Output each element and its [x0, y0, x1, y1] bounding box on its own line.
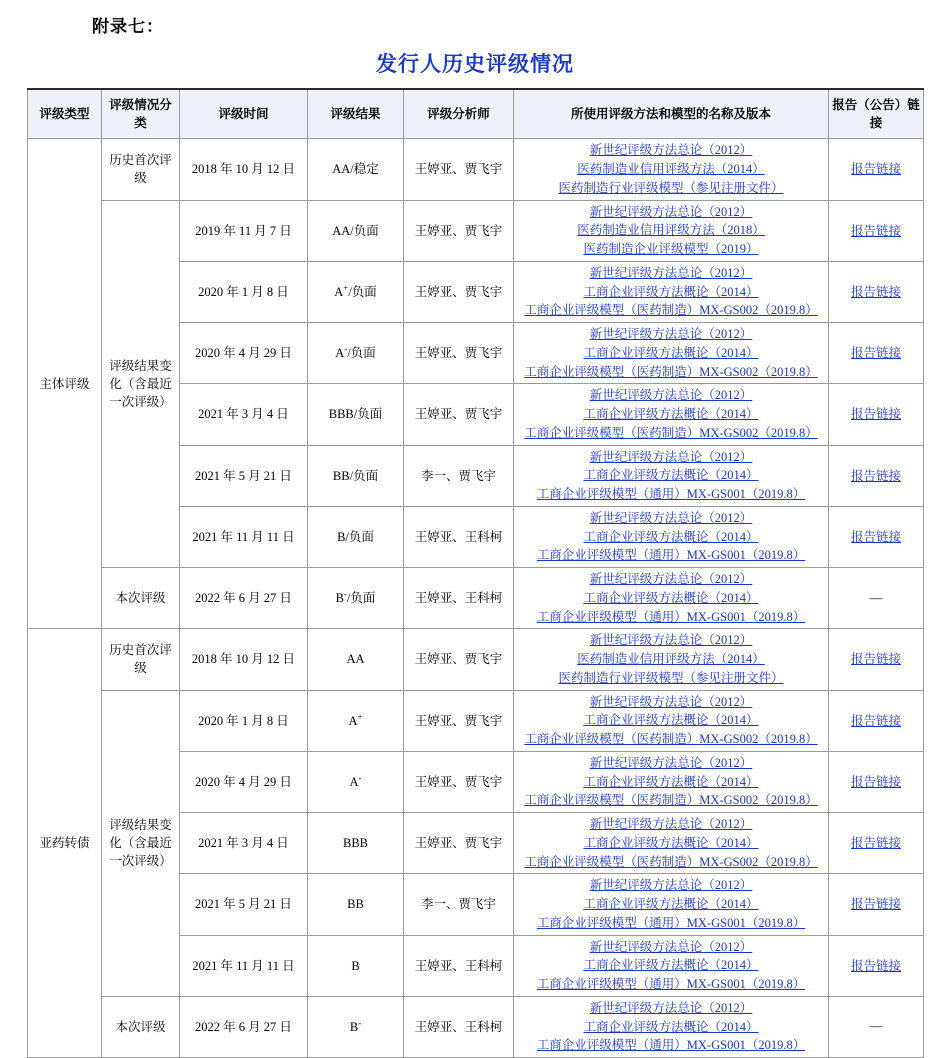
report-link-cell[interactable]	[829, 874, 924, 935]
table-row	[28, 200, 924, 261]
method-link[interactable]: 医药制造业信用评级方法（2018）	[577, 223, 765, 238]
method-link[interactable]: 新世纪评级方法总论（2012）	[589, 878, 753, 893]
report-link[interactable]: 报告链接	[850, 836, 901, 851]
rating-date-cell: 2021 年 11 月 11 日	[180, 935, 308, 996]
rating-result-cell: B-/负面	[308, 568, 404, 629]
rating-date-cell: 2020 年 4 月 29 日	[180, 751, 308, 812]
report-link-cell[interactable]	[829, 384, 924, 445]
rating-methods-cell	[514, 261, 829, 322]
rating-type-cell: 主体评级	[28, 139, 102, 629]
rating-methods-cell	[514, 200, 829, 261]
rating-methods-cell	[514, 813, 829, 874]
method-link[interactable]: 工商企业评级模型（通用）MX-GS001（2019.8）	[536, 487, 806, 501]
rating-analyst-cell: 王婷亚、贾飞宇	[404, 200, 514, 261]
method-link[interactable]: 医药制造行业评级模型（参见注册文件）	[558, 670, 784, 685]
table-row	[28, 996, 924, 1057]
table-body	[28, 139, 924, 1058]
rating-modifier: -	[358, 773, 362, 784]
report-link[interactable]: 报告链接	[850, 346, 901, 361]
method-link[interactable]: 医药制造业信用评级方法（2014）	[577, 652, 765, 666]
table-row	[28, 568, 924, 629]
method-link[interactable]: 新世纪评级方法总论（2012）	[589, 449, 753, 464]
method-link[interactable]: 新世纪评级方法总论（2012）	[589, 510, 753, 525]
rating-date-cell: 2021 年 3 月 4 日	[180, 813, 308, 874]
method-link[interactable]: 医药制造企业评级模型（2019）	[583, 242, 759, 256]
method-link[interactable]: 工商企业评级方法概论（2014）	[583, 468, 759, 483]
rating-result-cell: B	[308, 935, 404, 996]
column-header-type: 评级类型	[28, 89, 102, 139]
method-link[interactable]: 工商企业评级方法概论（2014）	[583, 284, 759, 299]
rating-result-cell: A+/负面	[308, 261, 404, 322]
method-link[interactable]: 新世纪评级方法总论（2012）	[589, 694, 753, 709]
rating-methods-cell	[514, 629, 829, 690]
rating-date-cell: 2020 年 1 月 8 日	[180, 690, 308, 751]
method-link[interactable]: 工商企业评级方法概论（2014）	[583, 1019, 759, 1034]
method-link[interactable]: 工商企业评级模型（医药制造）MX-GS002（2019.8）	[524, 732, 818, 746]
rating-date-cell: 2020 年 4 月 29 日	[180, 323, 308, 384]
rating-methods-cell	[514, 690, 829, 751]
method-link[interactable]: 新世纪评级方法总论（2012）	[589, 143, 753, 158]
rating-result-cell: BBB/负面	[308, 384, 404, 445]
column-header-date: 评级时间	[180, 89, 308, 139]
rating-modifier: +	[343, 283, 349, 294]
rating-methods-cell	[514, 384, 829, 445]
method-link[interactable]: 工商企业评级方法概论（2014）	[583, 407, 759, 421]
column-header-subtype: 评级情况分类	[102, 89, 180, 139]
method-link[interactable]: 工商企业评级模型（通用）MX-GS001（2019.8）	[536, 977, 806, 991]
method-link[interactable]: 新世纪评级方法总论（2012）	[589, 327, 753, 341]
rating-analyst-cell: 王婷亚、贾飞宇	[404, 690, 514, 751]
rating-result-cell: AA/负面	[308, 200, 404, 261]
method-link[interactable]: 工商企业评级方法概论（2014）	[583, 529, 759, 544]
table-header-row	[28, 89, 924, 139]
method-link[interactable]: 新世纪评级方法总论（2012）	[589, 204, 753, 219]
table-row	[28, 629, 924, 690]
rating-date-cell: 2021 年 3 月 4 日	[180, 384, 308, 445]
table-row	[28, 139, 924, 200]
rating-date-cell: 2021 年 5 月 21 日	[180, 874, 308, 935]
report-link-cell[interactable]	[829, 690, 924, 751]
rating-subtype-cell: 历史首次评级	[102, 629, 180, 690]
rating-date-cell: 2020 年 1 月 8 日	[180, 261, 308, 322]
report-link-cell[interactable]	[829, 200, 924, 261]
method-link[interactable]: 医药制造行业评级模型（参见注册文件）	[558, 180, 784, 195]
method-link[interactable]: 新世纪评级方法总论（2012）	[589, 817, 753, 831]
rating-analyst-cell: 王婷亚、贾飞宇	[404, 139, 514, 200]
rating-subtype-cell: 评级结果变化（含最近一次评级）	[102, 200, 180, 568]
method-link[interactable]: 工商企业评级模型（医药制造）MX-GS002（2019.8）	[524, 425, 818, 440]
rating-methods-cell	[514, 139, 829, 200]
rating-methods-cell	[514, 935, 829, 996]
method-link[interactable]: 工商企业评级模型（医药制造）MX-GS002（2019.8）	[524, 793, 818, 808]
rating-result-cell: BBB	[308, 813, 404, 874]
method-link[interactable]: 新世纪评级方法总论（2012）	[589, 388, 753, 403]
method-link[interactable]: 医药制造业信用评级方法（2014）	[577, 162, 765, 176]
rating-analyst-cell: 李一、贾飞宇	[404, 445, 514, 506]
column-header-analyst: 评级分析师	[404, 89, 514, 139]
column-header-methods: 所使用评级方法和模型的名称及版本	[514, 89, 829, 139]
method-link[interactable]: 工商企业评级方法概论（2014）	[583, 958, 759, 973]
rating-date-cell: 2022 年 6 月 27 日	[180, 568, 308, 629]
report-link[interactable]: 报告链接	[850, 468, 901, 483]
rating-analyst-cell: 王婷亚、贾飞宇	[404, 751, 514, 812]
method-link[interactable]: 工商企业评级模型（医药制造）MX-GS002（2019.8）	[524, 364, 818, 379]
rating-methods-cell	[514, 874, 829, 935]
rating-analyst-cell: 王婷亚、王科柯	[404, 996, 514, 1057]
rating-subtype-cell: 本次评级	[102, 568, 180, 629]
report-link[interactable]: 报告链接	[850, 162, 901, 177]
rating-result-cell: B-	[308, 996, 404, 1057]
rating-modifier: -	[343, 589, 347, 600]
rating-subtype-cell: 本次评级	[102, 996, 180, 1057]
method-link[interactable]: 工商企业评级方法概论（2014）	[583, 345, 759, 360]
column-header-result: 评级结果	[308, 89, 404, 139]
rating-result-cell: B/负面	[308, 506, 404, 567]
rating-result-cell: A-/负面	[308, 323, 404, 384]
report-link-cell	[829, 568, 924, 629]
report-link[interactable]: 报告链接	[850, 713, 901, 728]
rating-result-cell: A-	[308, 751, 404, 812]
rating-analyst-cell: 王婷亚、王科柯	[404, 506, 514, 567]
rating-result-cell: BB/负面	[308, 445, 404, 506]
rating-date-cell: 2018 年 10 月 12 日	[180, 139, 308, 200]
method-link[interactable]: 工商企业评级模型（医药制造）MX-GS002（2019.8）	[524, 854, 818, 869]
report-link[interactable]: 报告链接	[850, 652, 901, 667]
no-link-placeholder: —	[869, 1018, 883, 1034]
rating-modifier: -	[344, 344, 348, 355]
method-link[interactable]: 工商企业评级方法概论（2014）	[583, 835, 759, 850]
report-link[interactable]: 报告链接	[850, 223, 901, 238]
method-link[interactable]: 工商企业评级模型（通用）MX-GS001（2019.8）	[536, 609, 806, 624]
report-link[interactable]: 报告链接	[850, 774, 901, 789]
rating-date-cell: 2019 年 11 月 7 日	[180, 200, 308, 261]
rating-analyst-cell: 李一、贾飞宇	[404, 874, 514, 935]
rating-analyst-cell: 王婷亚、贾飞宇	[404, 261, 514, 322]
report-link-cell[interactable]	[829, 935, 924, 996]
rating-methods-cell	[514, 323, 829, 384]
rating-analyst-cell: 王婷亚、王科柯	[404, 935, 514, 996]
report-link-cell[interactable]	[829, 139, 924, 200]
rating-analyst-cell: 王婷亚、贾飞宇	[404, 323, 514, 384]
report-link-cell[interactable]	[829, 813, 924, 874]
no-link-placeholder: —	[869, 589, 883, 605]
table-header	[28, 89, 924, 139]
rating-methods-cell	[514, 568, 829, 629]
rating-date-cell: 2022 年 6 月 27 日	[180, 996, 308, 1057]
report-link-cell[interactable]	[829, 629, 924, 690]
report-link[interactable]: 报告链接	[850, 284, 901, 299]
report-link-cell[interactable]	[829, 751, 924, 812]
method-link[interactable]: 工商企业评级模型（通用）MX-GS001（2019.8）	[536, 915, 806, 930]
rating-analyst-cell: 王婷亚、贾飞宇	[404, 629, 514, 690]
rating-methods-cell	[514, 506, 829, 567]
table-row	[28, 690, 924, 751]
report-link[interactable]: 报告链接	[850, 407, 901, 422]
appendix-label: 附录七：	[92, 17, 164, 36]
page-title: 发行人历史评级情况	[376, 53, 574, 76]
rating-date-cell: 2021 年 11 月 11 日	[180, 506, 308, 567]
rating-result-cell: A+	[308, 690, 404, 751]
rating-date-cell: 2021 年 5 月 21 日	[180, 445, 308, 506]
rating-result-cell: AA/稳定	[308, 139, 404, 200]
method-link[interactable]: 工商企业评级模型（通用）MX-GS001（2019.8）	[536, 548, 806, 563]
method-link[interactable]: 新世纪评级方法总论（2012）	[589, 265, 753, 280]
report-link[interactable]: 报告链接	[850, 529, 901, 544]
rating-type-cell: 亚药转债	[28, 629, 102, 1058]
rating-analyst-cell: 王婷亚、贾飞宇	[404, 384, 514, 445]
rating-subtype-cell: 历史首次评级	[102, 139, 180, 200]
method-link[interactable]: 新世纪评级方法总论（2012）	[589, 572, 753, 586]
report-link-cell[interactable]	[829, 261, 924, 322]
rating-result-cell: BB	[308, 874, 404, 935]
report-link[interactable]: 报告链接	[850, 897, 901, 912]
rating-history-table	[27, 88, 924, 1058]
rating-modifier: -	[358, 1018, 362, 1029]
method-link[interactable]: 新世纪评级方法总论（2012）	[589, 1000, 753, 1015]
rating-analyst-cell: 王婷亚、王科柯	[404, 568, 514, 629]
report-link-cell[interactable]	[829, 323, 924, 384]
rating-methods-cell	[514, 751, 829, 812]
method-link[interactable]: 新世纪评级方法总论（2012）	[589, 939, 753, 954]
method-link[interactable]: 工商企业评级模型（医药制造）MX-GS002（2019.8）	[524, 303, 818, 318]
rating-methods-cell	[514, 996, 829, 1057]
method-link[interactable]: 工商企业评级方法概论（2014）	[583, 713, 759, 728]
method-link[interactable]: 工商企业评级模型（通用）MX-GS001（2019.8）	[536, 1038, 806, 1053]
rating-analyst-cell: 王婷亚、贾飞宇	[404, 813, 514, 874]
rating-history-table-wrapper	[27, 88, 923, 1058]
method-link[interactable]: 工商企业评级方法概论（2014）	[583, 774, 759, 789]
report-link-cell[interactable]	[829, 445, 924, 506]
rating-date-cell: 2018 年 10 月 12 日	[180, 629, 308, 690]
report-link[interactable]: 报告链接	[850, 958, 901, 973]
rating-modifier: +	[357, 711, 363, 722]
report-link-cell	[829, 996, 924, 1057]
method-link[interactable]: 新世纪评级方法总论（2012）	[589, 755, 753, 770]
report-link-cell[interactable]	[829, 506, 924, 567]
method-link[interactable]: 工商企业评级方法概论（2014）	[583, 590, 759, 605]
method-link[interactable]: 工商企业评级方法概论（2014）	[583, 897, 759, 911]
rating-result-cell: AA	[308, 629, 404, 690]
column-header-link: 报告（公告）链接	[829, 89, 924, 139]
rating-subtype-cell: 评级结果变化（含最近一次评级）	[102, 690, 180, 996]
rating-methods-cell	[514, 445, 829, 506]
method-link[interactable]: 新世纪评级方法总论（2012）	[589, 633, 753, 648]
